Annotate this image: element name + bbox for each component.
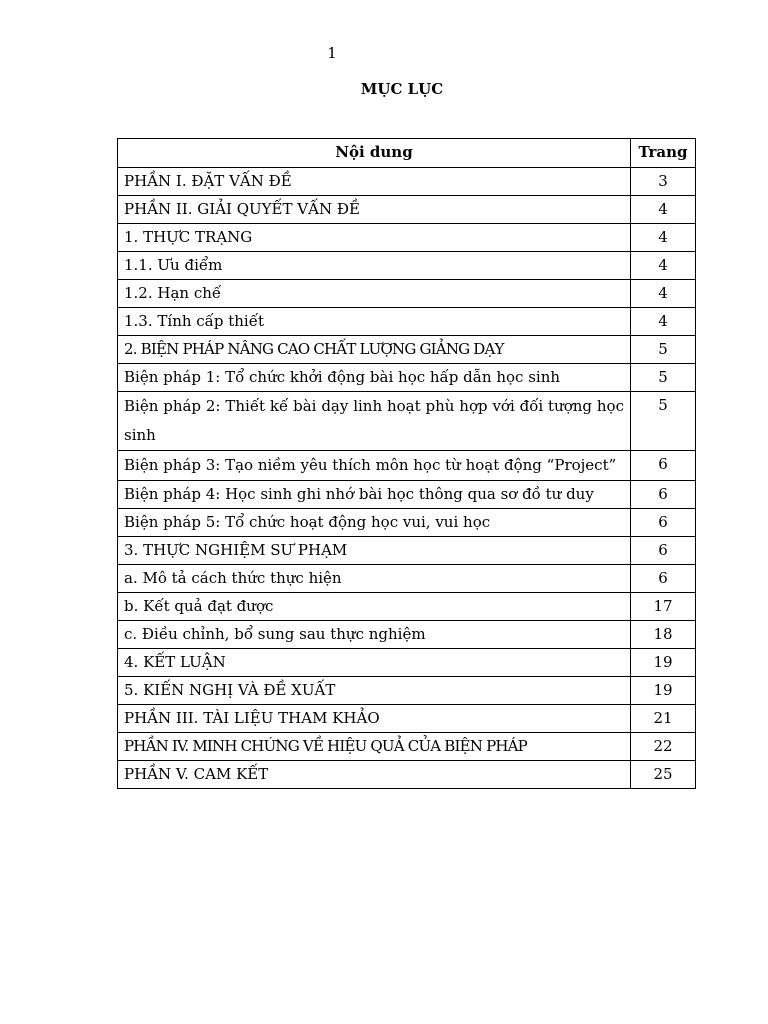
table-row	[118, 733, 696, 761]
toc-entry: PHẦN I. ĐẶT VẤN ĐỀ	[118, 168, 631, 196]
page-title: MỤC LỤC	[360, 80, 444, 98]
table-row	[118, 196, 696, 224]
table-header-row	[118, 139, 696, 168]
toc-entry: 1.3. Tính cấp thiết	[118, 308, 631, 336]
header-page: Trang	[631, 139, 696, 168]
toc-page: 4	[631, 224, 696, 252]
table-row	[118, 336, 696, 364]
toc-entry: Biện pháp 2: Thiết kế bài dạy linh hoạt phù hợp với đối tượng học sinh	[118, 392, 631, 451]
toc-entry: b. Kết quả đạt được	[118, 593, 631, 621]
toc-page: 5	[631, 364, 696, 392]
table-row	[118, 509, 696, 537]
table-row	[118, 168, 696, 196]
table-of-contents	[117, 138, 696, 789]
toc-entry: 3. THỰC NGHIỆM SƯ PHẠM	[118, 537, 631, 565]
toc-entry: 1.1. Ưu điểm	[118, 252, 631, 280]
toc-page: 3	[631, 168, 696, 196]
table-row	[118, 481, 696, 509]
toc-page: 6	[631, 537, 696, 565]
table-row	[118, 280, 696, 308]
toc-page: 19	[631, 677, 696, 705]
table-row	[118, 677, 696, 705]
toc-entry: a. Mô tả cách thức thực hiện	[118, 565, 631, 593]
toc-entry: Biện pháp 1: Tổ chức khởi động bài học hấp dẫn học sinh	[118, 364, 631, 392]
toc-page: 4	[631, 280, 696, 308]
table-row	[118, 364, 696, 392]
table-row	[118, 649, 696, 677]
table-row	[118, 252, 696, 280]
toc-page: 18	[631, 621, 696, 649]
toc-entry: PHẦN IV. MINH CHỨNG VỀ HIỆU QUẢ CỦA BIỆN PHÁP	[118, 733, 631, 761]
toc-entry: 1.2. Hạn chế	[118, 280, 631, 308]
toc-page: 17	[631, 593, 696, 621]
toc-entry: 5. KIẾN NGHỊ VÀ ĐỀ XUẤT	[118, 677, 631, 705]
table-row	[118, 451, 696, 481]
toc-page: 5	[631, 336, 696, 364]
toc-entry: Biện pháp 5: Tổ chức hoạt động học vui, vui học	[118, 509, 631, 537]
table-row	[118, 621, 696, 649]
toc-page: 22	[631, 733, 696, 761]
table-row	[118, 761, 696, 789]
toc-page: 25	[631, 761, 696, 789]
toc-entry: c. Điều chỉnh, bổ sung sau thực nghiệm	[118, 621, 631, 649]
toc-entry: PHẦN II. GIẢI QUYẾT VẤN ĐỀ	[118, 196, 631, 224]
toc-page: 21	[631, 705, 696, 733]
table-row	[118, 392, 696, 451]
toc-page: 4	[631, 196, 696, 224]
table-row	[118, 565, 696, 593]
toc-page: 6	[631, 481, 696, 509]
table-row	[118, 224, 696, 252]
table-row	[118, 308, 696, 336]
toc-entry: PHẦN III. TÀI LIỆU THAM KHẢO	[118, 705, 631, 733]
page-number: 1	[327, 44, 337, 62]
toc-page: 4	[631, 252, 696, 280]
toc-entry: 1. THỰC TRẠNG	[118, 224, 631, 252]
table-row	[118, 593, 696, 621]
toc-entry: Biện pháp 4: Học sinh ghi nhớ bài học thông qua sơ đồ tư duy	[118, 481, 631, 509]
toc-entry: 2. BIỆN PHÁP NÂNG CAO CHẤT LƯỢNG GIẢNG DẠY	[118, 336, 631, 364]
toc-page: 5	[631, 392, 696, 451]
toc-page: 4	[631, 308, 696, 336]
toc-page: 6	[631, 565, 696, 593]
toc-entry: Biện pháp 3: Tạo niềm yêu thích môn học từ hoạt động “Project”	[118, 451, 631, 481]
toc-entry: PHẦN V. CAM KẾT	[118, 761, 631, 789]
toc-page: 6	[631, 509, 696, 537]
toc-page: 6	[631, 451, 696, 481]
header-content: Nội dung	[118, 139, 631, 168]
table-row	[118, 537, 696, 565]
toc-page: 19	[631, 649, 696, 677]
toc-entry: 4. KẾT LUẬN	[118, 649, 631, 677]
table-row	[118, 705, 696, 733]
